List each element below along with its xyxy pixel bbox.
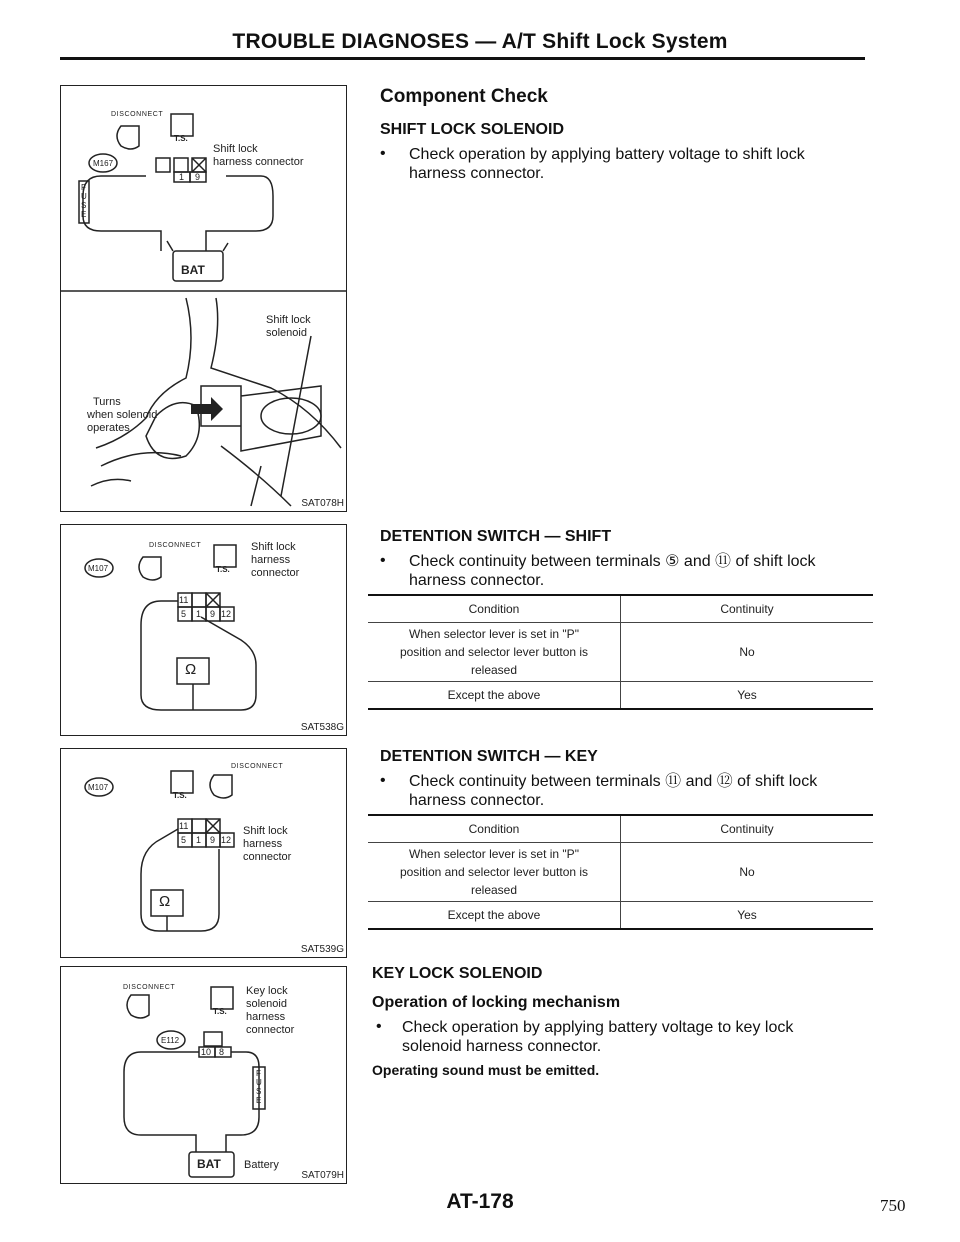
figure-code: SAT078H [301,498,344,509]
fuse-label: FUSE [81,183,87,219]
label-line-1: Key lock [246,985,288,997]
connector-label-line-1: Shift lock [213,143,258,155]
turns-label-line-2: when solenoid [87,409,158,421]
table-cell-continuity: No [621,623,874,682]
table-cell-continuity: Yes [621,682,874,710]
disconnect-label: DISCONNECT [149,542,202,549]
label-line-4: connector [246,1024,295,1036]
connector-id: E112 [161,1036,180,1045]
table-row [368,843,873,902]
figure-2-drawing [61,525,346,735]
bullet-icon: • [380,772,386,789]
terminal: 10 [201,1047,212,1057]
table-cell-condition: Except the above [368,902,621,930]
battery-caption: Battery [244,1159,279,1171]
ts-badge: T.S. [213,1007,227,1016]
heading-detention-switch-shift: DETENTION SWITCH — SHIFT [380,528,612,545]
key-lock-instruction-line-1: Check operation by applying battery voltage to key lock [402,1019,794,1036]
terminal: 12 [221,835,232,845]
section-heading-component-check: Component Check [380,86,548,107]
terminal: 12 [221,609,232,619]
figure-4-drawing [61,967,346,1183]
condition-line-2: position and selector lever button is [399,865,589,879]
table-cell-condition [368,843,621,902]
figure-code: SAT079H [301,1170,344,1181]
figure-key-lock-solenoid [60,966,347,1184]
disconnect-label: DISCONNECT [111,111,164,118]
label-line-3: connector [243,851,292,863]
bullet-icon: • [380,145,386,162]
heading-shift-lock-solenoid: SHIFT LOCK SOLENOID [380,121,564,138]
heading-detention-switch-key: DETENTION SWITCH — KEY [380,748,598,765]
table-cell-continuity: Yes [621,902,874,930]
terminal: 1 [196,835,202,845]
subheading-locking-mechanism: Operation of locking mechanism [372,994,621,1011]
table-header-row [368,815,873,843]
solenoid-label-line-2: solenoid [266,327,307,339]
battery-label: BAT [181,263,205,277]
table-cell-condition [368,623,621,682]
label-line-2: solenoid [246,998,287,1010]
ts-badge: T.S. [174,134,188,143]
page-code: AT-178 [446,1190,514,1213]
solenoid-label-line-1: Shift lock [266,314,311,326]
table-row [368,682,873,710]
key-lock-instruction-line-2: solenoid harness connector. [402,1038,602,1055]
figure-detention-switch-shift [60,524,347,736]
continuity-table-key [368,814,873,930]
condition-line-2: position and selector lever button is [399,645,589,659]
detention-key-instruction-line-1: Check continuity between terminals ⑪ and ⑫ of shift lock [409,773,818,790]
title-rule [60,57,865,60]
turns-label-line-1: Turns [93,396,121,408]
condition-line-3: released [470,663,518,677]
terminal: 9 [210,609,216,619]
operating-sound-note: Operating sound must be emitted. [372,1062,600,1078]
terminal: 8 [219,1047,225,1057]
ohmmeter-icon: Ω [185,661,197,678]
terminal: 1 [179,172,185,182]
shift-lock-instruction-line-1: Check operation by applying battery voltage to shift lock [409,146,805,163]
connector-label-line-2: harness connector [213,156,304,168]
detention-key-instruction-line-2: harness connector. [409,792,545,809]
disconnect-label: DISCONNECT [123,984,176,991]
connector-id: M167 [93,159,114,168]
table-header-continuity: Continuity [621,815,874,843]
terminal: 5 [181,609,187,619]
figure-code: SAT538G [300,722,344,733]
ts-badge: T.S. [173,791,187,800]
ts-badge: T.S. [216,565,230,574]
table-header-condition: Condition [368,595,621,623]
page-number: 750 [880,1196,906,1215]
terminal: 5 [181,835,187,845]
figure-shift-lock-solenoid [60,85,347,512]
label-line-1: Shift lock [251,541,296,553]
terminal: 11 [179,595,189,605]
detention-shift-instruction-line-2: harness connector. [409,572,545,589]
table-row [368,902,873,930]
table-row [368,623,873,682]
battery-label: BAT [197,1157,221,1171]
bullet-icon: • [376,1018,382,1035]
table-cell-condition: Except the above [368,682,621,710]
terminal: 9 [210,835,216,845]
table-header-row [368,595,873,623]
bullet-icon: • [380,552,386,569]
terminal: 1 [196,609,202,619]
condition-line-1: When selector lever is set in "P" [409,627,579,641]
terminal: 9 [195,172,201,182]
label-line-3: harness [246,1011,286,1023]
terminal: 11 [179,821,189,831]
table-cell-continuity: No [621,843,874,902]
ohmmeter-icon: Ω [159,893,171,910]
detention-shift-instruction-line-1: Check continuity between terminals ⑤ and ⑪ of shift lock [409,553,816,570]
condition-line-3: released [470,883,518,897]
fuse-label: FUSE [256,1069,262,1105]
label-line-2: harness [243,838,283,850]
shift-lock-instruction-line-2: harness connector. [409,165,545,182]
heading-key-lock-solenoid: KEY LOCK SOLENOID [372,965,543,982]
disconnect-label: DISCONNECT [231,763,284,770]
page-title: TROUBLE DIAGNOSES — A/T Shift Lock System [232,30,728,53]
turns-label-line-3: operates [87,422,130,434]
figure-1-drawing [61,86,346,511]
label-line-1: Shift lock [243,825,288,837]
continuity-table-shift [368,594,873,710]
connector-id: M107 [88,783,109,792]
connector-id: M107 [88,564,109,573]
label-line-3: connector [251,567,300,579]
table-header-continuity: Continuity [621,595,874,623]
figure-detention-switch-key [60,748,347,958]
condition-line-1: When selector lever is set in "P" [409,847,579,861]
figure-code: SAT539G [300,944,344,955]
table-header-condition: Condition [368,815,621,843]
label-line-2: harness [251,554,291,566]
